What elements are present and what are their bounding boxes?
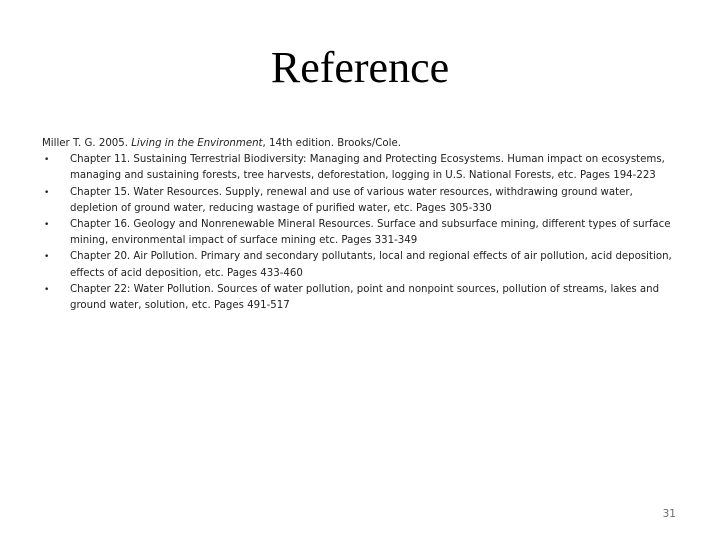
list-item — [42, 217, 682, 249]
chapter-list — [42, 152, 682, 314]
reference-body — [42, 136, 682, 314]
page-number: 31 — [662, 508, 676, 520]
citation-edition-publisher: , 14th edition. Brooks/Cole. — [262, 138, 401, 149]
chapter-text: Chapter 22: Water Pollution. Sources of water pollution, point and nonpoint sources, pollution of streams, lakes and ground water, solution, etc. Pages 491-517 — [70, 283, 660, 312]
chapter-text: Chapter 20. Air Pollution. Primary and secondary pollutants, local and regional effects of air pollution, acid deposition, effects of acid deposition, etc. Pages 433-460 — [70, 251, 672, 279]
bullet-icon: • — [44, 284, 50, 295]
bullet-icon: • — [44, 187, 50, 198]
citation-book-title: Living in the Environment — [131, 138, 263, 149]
list-item — [42, 185, 682, 217]
bullet-icon: • — [44, 220, 50, 231]
chapter-text: Chapter 15. Water Resources. Supply, renewal and use of various water resources, withdrawing ground water, depletion of ground water, reducing wastage of purified water, etc. Pages 305-330 — [70, 186, 633, 214]
slide-title: Reference — [270, 43, 450, 92]
chapter-text: Chapter 16. Geology and Nonrenewable Mineral Resources. Surface and subsurface mining, different types of surface mining, environmental impact of surface mining etc. Pages 331-349 — [70, 219, 671, 247]
chapter-text: Chapter 11. Sustaining Terrestrial Biodiversity: Managing and Protecting Ecosystems. Human impact on ecosystems, managing and sustaining forests, tree harvests, deforestation, logging in U.S. National Forests, etc. Pages 194-223 — [70, 154, 665, 182]
book-citation — [42, 136, 682, 152]
citation-author-year: Miller T. G. 2005. — [42, 138, 132, 149]
list-item — [42, 249, 682, 281]
list-item — [42, 152, 682, 184]
list-item — [42, 282, 682, 314]
bullet-icon: • — [44, 252, 50, 263]
bullet-icon: • — [44, 155, 50, 166]
